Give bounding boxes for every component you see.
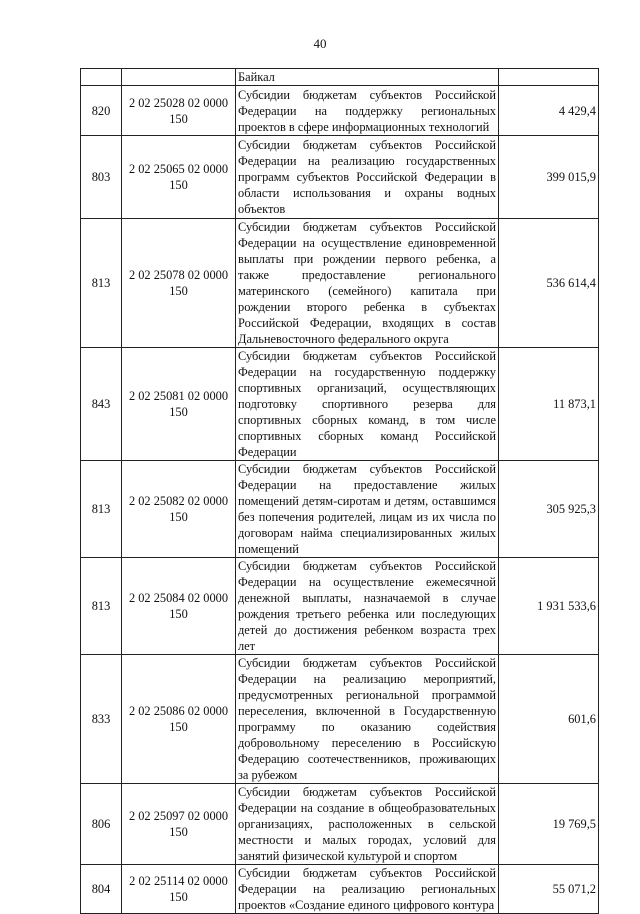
revenue-code-main: 2 02 25078 02 0000 [128,268,229,282]
revenue-code-main: 2 02 25097 02 0000 [128,809,229,823]
table-row [81,136,599,219]
revenue-code-suffix: 150 [169,607,188,621]
revenue-name-cell: Субсидии бюджетам субъектов Российской Федерации на реализацию региональных проектов «Создание единого цифрового контура [236,865,499,914]
revenue-name-cell: Субсидии бюджетам субъектов Российской Федерации на осуществление единовременной выплаты при рождении первого ребенка, а также предоставление регионального материнского (семейного) капитала при рождении второго ребенка в субъектах Российской Федерации, входящих в состав Дальневосточного федерального округа [236,219,499,348]
revenue-code-main: 2 02 25065 02 0000 [128,162,229,176]
amount-cell: 1 931 533,6 [499,558,599,655]
table-row [81,69,599,86]
revenue-code-main: 2 02 25028 02 0000 [128,95,229,110]
revenue-code-cell [122,348,236,461]
amount-cell: 4 429,4 [499,86,599,136]
table-row [81,655,599,784]
revenue-code-suffix: 150 [169,178,188,192]
revenue-name-cell: Субсидии бюджетам субъектов Российской Федерации на реализацию мероприятий, предусмотренных региональной программой переселения, включенной в Государственную программу по оказанию содействия добровольному переселению в Российскую Федерацию соотечественников, проживающих за рубежом [236,655,499,784]
table-row [81,461,599,558]
revenue-code-suffix: 150 [169,720,188,734]
revenue-code-suffix: 150 [169,825,188,839]
revenue-code-cell [122,136,236,219]
revenue-code-suffix: 150 [169,284,188,298]
admin-code-cell: 843 [81,348,122,461]
revenue-code-cell [122,655,236,784]
revenue-code-suffix: 150 [169,111,188,126]
revenue-name-cell: Субсидии бюджетам субъектов Российской Федерации на создание в общеобразовательных организациях, расположенных в сельской местности и малых городах, условий для занятий физической культурой и спортом [236,784,499,865]
revenue-code-cell [122,784,236,865]
admin-code-cell: 803 [81,136,122,219]
revenue-code-main: 2 02 25114 02 0000 [129,874,228,888]
admin-code-cell: 833 [81,655,122,784]
revenue-code-cell [122,865,236,914]
amount-cell: 536 614,4 [499,219,599,348]
revenue-code-main: 2 02 25084 02 0000 [128,591,229,605]
page-number: 40 [313,36,327,51]
revenue-code-cell [122,558,236,655]
admin-code-cell: 813 [81,219,122,348]
revenue-code-suffix: 150 [169,405,188,419]
revenue-name-cell: Субсидии бюджетам субъектов Российской Федерации на поддержку региональных проектов в сфере информационных технологий [236,86,499,136]
amount-cell: 601,6 [499,655,599,784]
revenue-code-cell [122,69,236,86]
revenue-code-cell [122,219,236,348]
admin-code-cell: 806 [81,784,122,865]
amount-cell: 399 015,9 [499,136,599,219]
amount-cell: 305 925,3 [499,461,599,558]
admin-code-cell: 813 [81,558,122,655]
revenue-code-suffix: 150 [169,510,188,524]
amount-cell: 11 873,1 [499,348,599,461]
revenue-name-cell: Субсидии бюджетам субъектов Российской Федерации на осуществление ежемесячной денежной выплаты, назначаемой в случае рождения третьего ребенка или последующих детей до достижения ребенком возраста трех лет [236,558,499,655]
admin-code-cell: 804 [81,865,122,914]
revenue-code-main: 2 02 25086 02 0000 [128,704,229,718]
revenue-name-cell: Субсидии бюджетам субъектов Российской Федерации на реализацию государственных программ субъектов Российской Федерации в области использования и охраны водных объектов [236,136,499,219]
table-row [81,865,599,914]
amount-cell: 19 769,5 [499,784,599,865]
revenue-name-cell: Субсидии бюджетам субъектов Российской Федерации на предоставление жилых помещений детям-сиротам и детям, оставшимся без попечения родителей, лицам из их числа по договорам найма специализированных жилых помещений [236,461,499,558]
revenue-name-cell: Байкал [236,69,499,86]
table-row [81,348,599,461]
revenue-code-cell [122,86,236,136]
admin-code-cell [81,69,122,86]
revenue-name-cell: Субсидии бюджетам субъектов Российской Федерации на государственную поддержку спортивных организаций, осуществляющих подготовку спортивного резерва для спортивных сборных команд, в том числе спортивных сборных команд Российской Федерации [236,348,499,461]
table-row [81,86,599,136]
budget-revenue-table [80,68,599,914]
revenue-code-cell [122,461,236,558]
revenue-code-main: 2 02 25081 02 0000 [128,389,229,403]
table-row [81,219,599,348]
table-row [81,784,599,865]
revenue-code-suffix: 150 [169,890,188,904]
revenue-code-main: 2 02 25082 02 0000 [128,494,229,508]
amount-cell: 55 071,2 [499,865,599,914]
admin-code-cell: 820 [81,86,122,136]
admin-code-cell: 813 [81,461,122,558]
table-row [81,558,599,655]
amount-cell [499,69,599,86]
